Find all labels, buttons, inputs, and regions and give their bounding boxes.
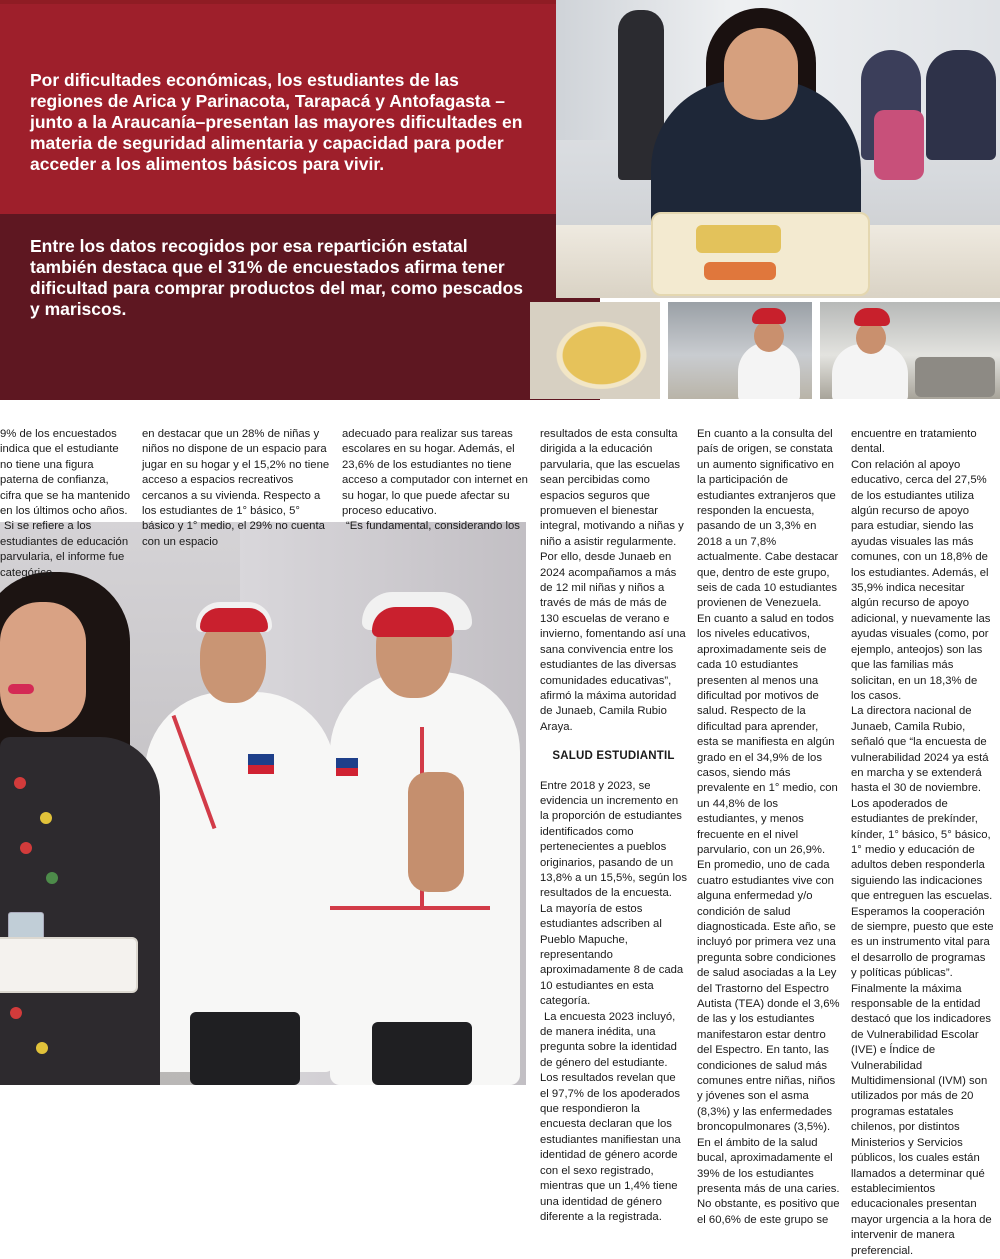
col1-paragraph-1: 9% de los encuestados indica que el estudiante no tiene una figura paterna de confianza, cifra que se ha mantenido en los últimos ocho años. [0, 428, 130, 518]
article-column-3 [342, 427, 528, 535]
col4-paragraph-2: Entre 2018 y 2023, se evidencia un incremento en la proporción de estudiantes identificados como pertenecientes a pueblos originarios, pasando de un 13,8% a un 15,5%, según los resultados de la encuesta. La mayoría de estos estudiantes adscriben al Pueblo Mapuche, representando aproximadamente 8 de cada 10 estudiantes en esta categoría. [540, 779, 687, 1008]
banner-lead-paragraph: Por dificultades económicas, los estudiantes de las regiones de Arica y Parinacota, Tarapacá y Antofagasta –junto a la Araucanía–presentan las mayores dificultades en materia de seguridad alimentaria y capacidad para poder acceder a los alimentos básicos para vivir. [30, 70, 523, 174]
col5-paragraph-1: En cuanto a la consulta del país de origen, se constata un aumento significativo en la participación de estudiantes extranjeros que responden la encuesta, pasando de un 3,3% en 2018 a un 7,8% actualmente. Cabe destacar que, dentro de este grupo, seis de cada 10 estudiantes provienen de Venezuela. [697, 428, 839, 610]
col6-paragraph-2: Con relación al apoyo educativo, cerca del 27,5% de los estudiantes utiliza algún recurso de apoyo para estudiar, siendo las ayudas visuales las más comunes, con un 18,8% de los estudiantes. Además, el 35,9% indica necesitar algún recurso de apoyo adicional, y nuevamente las ayudas visuales (como, por ejemplo, anteojos) son las que las familias más solicitan, en un 18,3% de los casos. [851, 458, 991, 702]
article-column-1 [0, 427, 130, 581]
col3-paragraph-1: adecuado para realizar sus tareas escolares en su hogar. Además, el 23,6% de los estudiantes no tiene acceso a computador con internet en su hogar, lo que puede afectar su proceso educativo. [342, 428, 528, 518]
photo-girl-with-lunch-tray [556, 0, 1000, 298]
article-column-6 [851, 427, 994, 1259]
section-heading: SALUD ESTUDIANTIL [552, 750, 675, 763]
col2-paragraph-1: en destacar que un 28% de niñas y niños no dispone de un espacio para jugar en su hogar y el 15,2% no tiene acceso a espacios recreativos cercanos a su vivienda. Respecto a los estudiantes de 1° básico, 5° básico y 1° medio, el 29% no cuenta con un espacio [142, 428, 330, 548]
col5-paragraph-4: En el ámbito de la salud bucal, aproximadamente el 39% de los estudiantes presenta más de una caries. No obstante, es positivo que el 60,6% de este grupo se [697, 1136, 840, 1226]
banner-second-paragraph: Entre los datos recogidos por esa repartición estatal también destaca que el 31% de encuestados afirma tener dificultad para comprar productos del mar, como pescados y mariscos. [30, 236, 524, 319]
article-column-5 [697, 427, 840, 1228]
col5-paragraph-2: En cuanto a salud en todos los niveles educativos, aproximadamente seis de cada 10 estudiantes presenten al menos una dificultad por motivos de salud. Respecto de la dificultad para aprender, esta se manifiesta en algún grado en el 34,9% de los casos, siendo más prevalente en 1° medio, con un 44,8% de los estudiantes, y menos frecuente en el nivel parvulario, con un 26,9%. [697, 612, 838, 856]
col4-paragraph-3: La encuesta 2023 incluyó, de manera inédita, una pregunta sobre la identidad de género del estudiante. Los resultados revelan que el 97,7% de los apoderados que respondieron la encuesta declaran que los estudiantes manifiestan una identidad de género acorde con el sexo registrado, mientras que un 1,4% tiene una identidad de género diferente a la registrada. [540, 1010, 681, 1223]
photo-director-and-cooks [0, 522, 526, 1085]
col6-paragraph-1: encuentre en tratamiento dental. [851, 428, 977, 456]
article-column-2 [142, 427, 330, 550]
col3-paragraph-2: “Es fundamental, considerando los [346, 520, 520, 533]
col6-paragraph-3: La directora nacional de Junaeb, Camila Rubio, señaló que “la encuesta de vulnerabilidad 2024 ya está en marcha y se extenderá hasta el 30 de noviembre. Los apoderados de estudiantes de prekínder, kínder, 1° básico, 5° básico, 1° medio y educación de adultos deben responderla siguiendo las indicaciones que entreguen las escuelas. Esperamos la cooperación de siempre, puesto que este es un instrumento vital para el desarrollo de programas y políticas públicas”. [851, 705, 994, 980]
photo-pasta-plate [530, 302, 660, 399]
col1-paragraph-2: Si se refiere a los estudiantes de educación parvularia, el informe fue categórico [0, 520, 129, 579]
col5-paragraph-3: En promedio, uno de cada cuatro estudiantes vive con alguna enfermedad y/o condición de salud diagnosticada. Este año, se incluyó por primera vez una pregunta sobre condiciones de salud asociadas a la Ley del Trastorno del Espectro Autista (TEA) donde el 3,6% de las y los estudiantes manifestaron estar dentro del Espectro. En tanto, las condiciones de salud más comunes entre niñas, niños y jóvenes son el asma (8,3%) y las enfermedades broncopulmonares (3,5%). [697, 859, 840, 1134]
photo-cook-at-counter [668, 302, 812, 399]
col4-paragraph-1: resultados de esta consulta dirigida a la educación parvularia, que las escuelas sean percibidas como espacios seguros que promueven el bienestar integral, motivando a niñas y niño a asistir regularmente. Por ello, desde Junaeb en 2024 acompañamos a más de 12 mil niñas y niños a través de más de más de 130 escuelas de verano e invierno, fomentando así una sana convivencia entre los estudiantes de las diversas comunidades educativas”, afirmó la máxima autoridad de Junaeb, Camila Rubio Araya. [540, 428, 686, 733]
photo-cook-stirring-pot [820, 302, 1000, 399]
col6-paragraph-4: Finalmente la máxima responsable de la entidad destacó que los indicadores de Vulnerabilidad Escolar (IVE) e Índice de Vulnerabilidad Multidimensional (IVM) son utilizados por más de 20 programas estatales chilenos, por distintos Ministerios y Servicios públicos, los cuales están llamados a determinar qué establecimientos educacionales presentan mayor urgencia a la hora de intervenir de manera preferencial. [851, 982, 992, 1257]
